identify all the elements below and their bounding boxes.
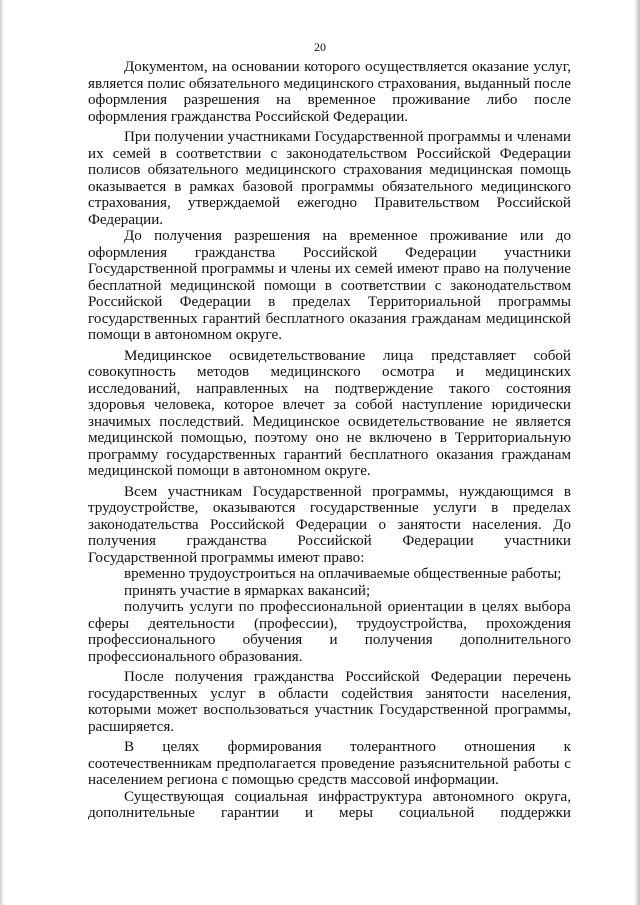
paragraph-tolerance: В целях формирования толерантного отношения к соотечественникам предполагается проведение разъяснительной работы с населением региона с помощью средств массовой информации. (88, 739, 571, 788)
paragraph-employment-services: Всем участникам Государственной программы, нуждающимся в трудоустройстве, оказываются государственные услуги в пределах законодательства Российской Федерации о занятости населения. До получения гражданства Российской Федерации участники Государственной программы имеют право: (88, 483, 571, 566)
document-body (88, 59, 571, 822)
paragraph-medical-care-before-permit: До получения разрешения на временное проживание или до оформления гражданства Российской Федерации участники Государственной программы и члены их семей имеют право на получение бесплатной медицинской помощи в соответствии с законодательством Российской Федерации в пределах Территориальной программы государственных гарантий бесплатного оказания гражданам медицинской помощи в автономном округе. (88, 228, 571, 343)
paragraph-social-infrastructure: Существующая социальная инфраструктура автономного округа, дополнительные гарантии и меры социальной поддержки (88, 788, 571, 821)
paragraph-insurance-policy: Документом, на основании которого осуществляется оказание услуг, является полис обязательного медицинского страхования, выданный после оформления разрешения на временное проживание либо после оформления гражданства Российской Федерации. (88, 59, 571, 125)
page-number: 20 (314, 40, 326, 54)
list-item-job-fairs: принять участие в ярмарках вакансий; (124, 582, 371, 599)
paragraph-medical-care-with-policy: При получении участниками Государственной программы и членами их семей в соответствии с законодательством Российской Федерации полисов обязательного медицинского страхования медицинская помощь оказывается в рамках базовой программы обязательного медицинского страхования, утверждаемой ежегодно Правительством Российской Федерации. (88, 129, 571, 228)
list-item-public-works: временно трудоустроиться на оплачиваемые общественные работы; (124, 566, 562, 582)
scan-edge-right (634, 0, 640, 905)
paragraph-services-after-citizenship: После получения гражданства Российской Федерации перечень государственных услуг в области содействия занятости населения, которыми может воспользоваться участник Государственной программы, расширяется. (88, 669, 571, 735)
scan-edge-left (0, 0, 4, 905)
list-item-career-guidance: получить услуги по профессиональной ориентации в целях выбора сферы деятельности (профессии), трудоустройства, прохождения профессионального обучения и получения дополнительного профессионального образования. (88, 599, 571, 665)
paragraph-medical-examination: Медицинское освидетельствование лица представляет собой совокупность методов медицинского осмотра и медицинских исследований, направленных на подтверждение такого состояния здоровья человека, которое влечет за собой наступление юридически значимых последствий. Медицинское освидетельствование не является медицинской помощью, поэтому оно не включено в Территориальную программу государственных гарантий бесплатного оказания гражданам медицинской помощи в автономном округе. (88, 347, 571, 479)
